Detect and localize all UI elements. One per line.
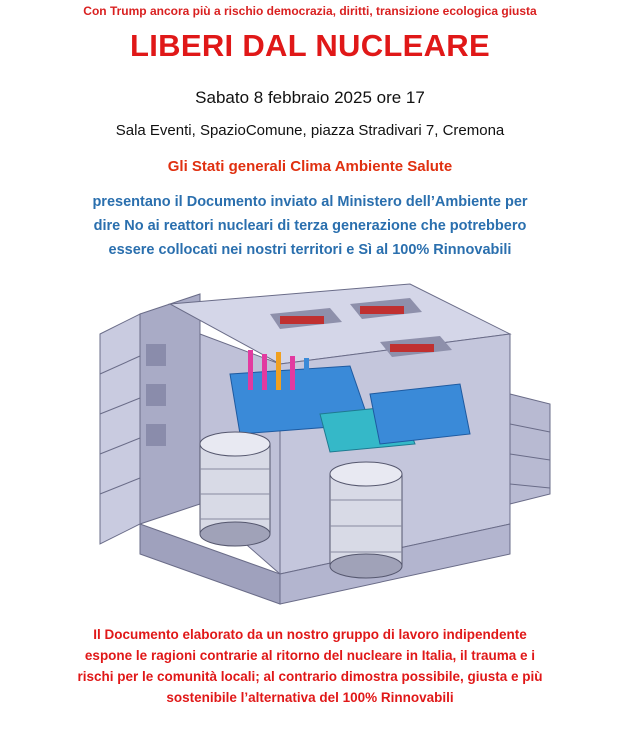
reactor-building-illustration: [80, 274, 560, 610]
event-date: Sabato 8 febbraio 2025 ore 17: [195, 88, 425, 107]
description-line: sostenibile l’alternativa del 100% Rinnovabili: [166, 690, 454, 705]
tagline: Con Trump ancora più a rischio democrazia, diritti, transizione ecologica giusta: [83, 4, 537, 18]
description-line: espone le ragioni contrarie al ritorno del nucleare in Italia, il trauma e i: [84, 648, 536, 663]
description-line: Il Documento elaborato da un nostro gruppo di lavoro indipendente: [93, 627, 527, 642]
presentation-line: presentano il Documento inviato al Ministero dell’Ambiente per: [92, 194, 528, 210]
event-venue: Sala Eventi, SpazioComune, piazza Stradivari 7, Cremona: [115, 122, 505, 139]
page-title: LIBERI DAL NUCLEARE: [130, 28, 490, 63]
description-line: rischi per le comunità locali; al contrario dimostra possibile, giusta e più: [77, 669, 543, 684]
description-text: [0, 624, 620, 708]
presentation-line: essere collocati nei nostri territori e Sì al 100% Rinnovabili: [108, 242, 512, 258]
organizer: Gli Stati generali Clima Ambiente Salute: [167, 158, 453, 175]
presentation-text: [0, 190, 620, 262]
reactor-vessel-right: [330, 462, 402, 578]
right-annex: [510, 394, 550, 504]
reactor-vessel-left: [200, 432, 270, 546]
presentation-line: dire No ai reattori nucleari di terza generazione che potrebbero: [93, 218, 527, 234]
left-wing: [100, 294, 200, 544]
